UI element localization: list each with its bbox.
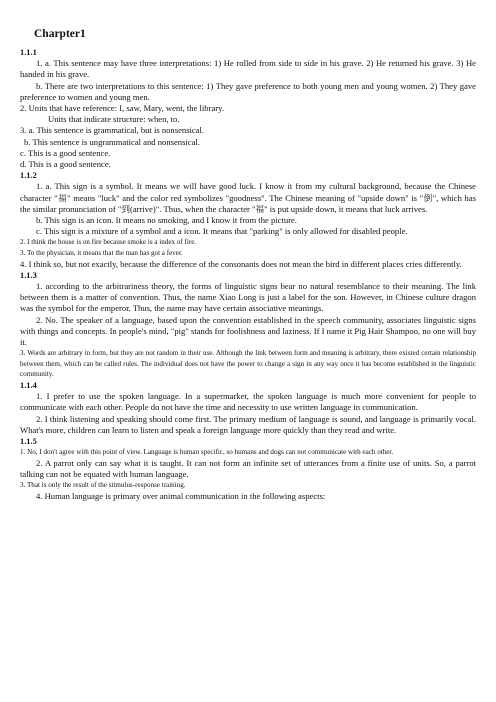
paragraph: 2. I think listening and speaking should come first. The primary medium of language is sound, and language is primarily vocal. What's more, children can learn to listen and speak a foreign language more quickly than they read and write. bbox=[20, 413, 476, 435]
paragraph: 2. A parrot only can say what it is taught. It can not form an infinite set of utterances from a finite use of units. So, a parrot talking can not be equated with human language. bbox=[20, 457, 476, 480]
document-body bbox=[20, 47, 476, 502]
paragraph: b. There are two interpretations to this sentence: 1) They gave preference to both young men and young women. 2) They gave preference to women and young men. bbox=[20, 80, 476, 102]
paragraph: 1. a. This sentence may have three interpretations: 1) He rolled from side to side in his grave. 2) He returned his grave. 3) He handed in his grave. bbox=[20, 58, 476, 80]
paragraph: 1. a. This sign is a symbol. It means we will have good luck. I know it from my cultural background, because the Chinese character "福" means "luck" and the color red symbolizes "goodness". The Chinese meaning of "upside down" is "倒", which has the similar pronunciation of "到(arrive)". Thus, when the character "福" is put upside down, it means that luck arrives. bbox=[20, 181, 476, 214]
paragraph: 1. according to the arbitrariness theory, the forms of linguistic signs bear no natural resemblance to their meaning. The link between them is a matter of convention. Thus, the name Xiao Long is just a label for the son. However, in Chinese culture dragon was the symbol for the emperor. Thus, the name may have certain associative meanings. bbox=[20, 281, 476, 314]
paragraph: 3. a. This sentence is grammatical, but is nonsensical. bbox=[20, 125, 205, 136]
section-heading: 1.1.4 bbox=[20, 381, 37, 391]
paragraph: 4. I think so, but not exactly, because the difference of the consonants does not mean the bird in different places cries differently. bbox=[20, 258, 462, 269]
paragraph: b. This sign is an icon. It means no smoking, and I know it from the picture. bbox=[36, 215, 297, 226]
paragraph: 2. I think the house is on fire because smoke is a index of fire. bbox=[20, 238, 197, 247]
section-heading: 1.1.3 bbox=[20, 270, 37, 280]
paragraph: 3. That is only the result of the stimulus-response training. bbox=[20, 481, 186, 490]
paragraph: c. This sign is a mixture of a symbol and a icon. It means that "parking" is only allowed for disabled people. bbox=[36, 226, 408, 237]
section-heading: 1.1.2 bbox=[20, 171, 37, 181]
paragraph: b. This sentence is ungrammatical and nonsensical. bbox=[24, 136, 200, 147]
paragraph: 2. Units that have reference: I, saw, Mary, went, the library. bbox=[20, 103, 225, 114]
paragraph: 3. To the physician, it means that the man has got a fever. bbox=[20, 249, 183, 258]
paragraph: 1. No, I don't agree with this point of view. Language is human specific, so humans and dogs can not communicate with each other. bbox=[20, 448, 394, 457]
paragraph: d. This is a good sentence. bbox=[20, 159, 111, 170]
paragraph: 4. Human language is primary over animal communication in the following aspects: bbox=[36, 490, 326, 501]
paragraph: 2. No. The speaker of a language, based upon the convention established in the speech community, associates linguistic signs with things and concepts. In people's mind, "pig" stands for foolishness and laziness. If I name it Pig Hair Shampoo, no one will buy it. bbox=[20, 314, 476, 348]
paragraph: 1. I prefer to use the spoken language. In a supermarket, the spoken language is much more convenient for people to communicate with each other. People do not have the time and necessity to use written language in communication. bbox=[20, 391, 476, 413]
section-heading: 1.1.1 bbox=[20, 48, 37, 57]
chapter-title: Charpter1 bbox=[34, 28, 86, 40]
section-heading: 1.1.5 bbox=[20, 437, 37, 447]
paragraph: Units that indicate structure: when, to. bbox=[48, 114, 180, 125]
paragraph: 3. Words are arbitrary in form, but they are not random in their use. Although the link between form and meaning is arbitrary, there existed certain relationship between them, which can be called rules. The individual does not have the power to change a sign in any way once it has become established in the linguistic community. bbox=[20, 349, 476, 379]
paragraph: c. This is a good sentence. bbox=[20, 147, 111, 158]
